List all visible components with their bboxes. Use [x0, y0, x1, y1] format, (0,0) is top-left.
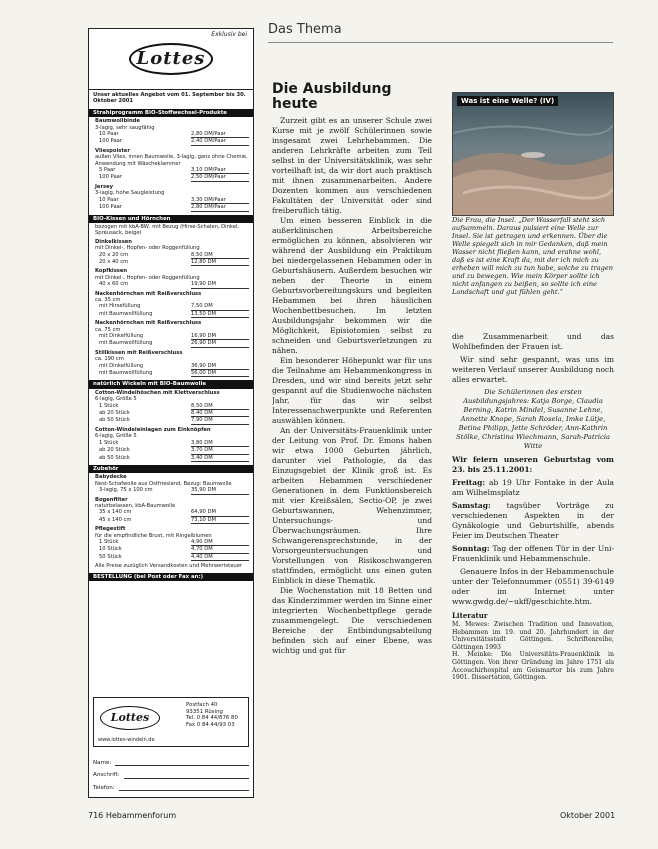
quantity-label: ab 20 Stück [99, 410, 130, 417]
product-desc: ca. 35 cm [95, 296, 121, 303]
paragraph: die Zusammenarbeit und das Wohlbefinden der Frauen ist. [452, 332, 614, 351]
quantity-label: 100 Paar [99, 204, 122, 211]
price-row [95, 131, 249, 138]
products-group-1 [89, 117, 253, 212]
price-value: 8,40 DM [191, 410, 249, 417]
product-desc: mit Dinkel-, Hopfen- oder Roggenfüllung [95, 274, 200, 281]
price-value: 56,00 DM [191, 370, 249, 377]
price-value: 19,90 DM [191, 281, 249, 288]
product-item [89, 267, 253, 289]
quantity-label: 35 x 140 cm [99, 509, 132, 516]
paragraph: Um einen besseren Einblick in die außerklinischen Arbeitsbereiche ermöglichen zu können, absolvieren wir während der Ausbildung ein Praktikum bei niedergelassenen Hebammen oder in Geburtshäusern. Außerdem besuchen wir neben der Theorie in einem Geburtsvorbereitungskurs und begleiten Hebammen bei ihren häuslichen Wochenbettbesuchen. Im letzten Ausbildungsjahr bekommen wir die Möglichkeit, Episiotomien selbst zu schneiden und Geburtsverletzungen zu nähen. [272, 216, 432, 355]
exklusiv-label: Exklusiv bei [211, 31, 247, 38]
price-row [95, 447, 249, 454]
price-value: 73,10 DM [191, 517, 249, 524]
price-value: 3,80 DM [191, 440, 249, 447]
product-item [89, 147, 253, 183]
quantity-label: 10 Paar [99, 196, 119, 203]
category-note: bezogen mit kbA-BW, mit Bezug (Hirse-Schalen, Dinkel, Spreusack, beige) [95, 223, 239, 237]
footer-page-journal: 716 Hebammenforum [88, 811, 177, 820]
price-row [95, 455, 249, 462]
price-value: 2,40 DM/Paar [191, 138, 249, 145]
image-title: Was ist eine Welle? (IV) [457, 96, 558, 106]
phone-field[interactable] [119, 785, 249, 791]
name-field[interactable] [115, 760, 249, 766]
product-desc: naturbelassen, kbA-Baumwolle [95, 502, 176, 509]
price-row [95, 303, 249, 310]
price-value: 64,90 DM [191, 509, 249, 516]
quantity-label: mit Hirsefüllung [99, 303, 141, 310]
product-item [89, 117, 253, 147]
product-desc: ca. 75 cm [95, 326, 121, 333]
quantity-label: ab 20 Stück [99, 447, 130, 454]
quantity-label: 45 x 140 cm [99, 516, 132, 523]
product-desc: ca. 190 cm [95, 356, 124, 363]
address-line: Tel. 0 84 44/876 80 [186, 715, 238, 722]
price-value: 13,50 DM [191, 311, 249, 318]
literature-item: H. Meinke: Die Universitäts-Frauenklinik in Göttingen. Von ihrer Gründung im Jahre 1751 als Accouchirhospital am Geismartor bis zum Jahre 1901. Dissertation, Göttingen. [452, 651, 614, 682]
price-row [95, 539, 249, 546]
ad-header [89, 29, 253, 90]
address-label: Anschrift: [93, 772, 120, 779]
price-value: 4,40 DM [191, 554, 249, 561]
quantity-label: 10 Stück [99, 546, 122, 553]
product-desc: Nest-Schafwolle aus Ostfriesland, Bezug: Baumwolle [95, 480, 232, 487]
price-value: 2,80 DM/Paar [191, 131, 249, 138]
article-column-2 [452, 332, 614, 682]
product-item [89, 349, 253, 379]
price-value: 2,50 DM/Paar [191, 174, 249, 181]
price-row [95, 410, 249, 417]
price-value: 3,30 DM/Paar [191, 197, 249, 204]
paragraph: Wir sind sehr gespannt, was uns im weiteren Verlauf unserer Ausbildung noch alles erwartet. [452, 355, 614, 384]
product-name: Cotton-Windeleinlagen zum Einknöpfen [95, 426, 211, 433]
price-row [95, 487, 249, 494]
paragraph: Die Wochenstation mit 18 Betten und das Kinderzimmer werden im Sinne einer integrierten Wochenbettpflege gerade zusammengelegt. Die verschiedenen Bereiche der Entbindungsabteilung befinden sich auf einer Ebene, was wichtig und gut für [272, 586, 432, 655]
price-row [95, 252, 249, 259]
literature-heading: Literatur [452, 611, 488, 620]
image-caption: Die Frau, die Insel. „Der Wasserfall steht sich aufsammeln. Daraus pulsiert eine Welle zur Insel. Sie ist getragen und erkennen. Über die Welle spiegelt sich in mir Gedanken, daß mein Wasser nicht fließen kann, und erahne wohl, daß es ist eine Kraft da, mit der ich mich zu erheben will mich zu tun habe, solche zu tragen und zu bewegen. Wie mein Körper sollte ich nicht anfangen zu beißen, so sollte ich eine Landschaft und gut fühlen geht.“ [452, 216, 613, 296]
price-row [95, 417, 249, 424]
product-item [89, 426, 253, 463]
quantity-label: 1 Stück [99, 439, 119, 446]
paragraph: Ein besonderer Höhepunkt war für uns die Teilnahme am Hebammenkongress in Dresden, und wir sind bereits jetzt sehr gespannt auf die Studienwoche nächsten Jahr, für das wir selbst Interessenschwerpunkte und Referenten auswählen können. [272, 356, 432, 425]
products-group-4 [89, 473, 253, 562]
product-name: Kopfkissen [95, 268, 128, 275]
product-name: Nackenhörnchen mit Reißverschluss [95, 320, 202, 327]
lottes-logo-small: Lottes [100, 706, 160, 730]
article-headline: Die Ausbildung heute [272, 81, 392, 112]
quantity-label: mit Baumwollfüllung [99, 340, 153, 347]
order-address-box [93, 697, 249, 747]
price-value: 35,90 DM [191, 487, 249, 494]
category-bar-2: BIO-Kissen und Hörnchen [89, 215, 253, 223]
sunday-label: Sonntag: [452, 544, 490, 553]
event-friday [452, 478, 614, 498]
quantity-label: mit Dinkelfüllung [99, 333, 144, 339]
price-row [95, 363, 249, 370]
quantity-label: 10 Paar [99, 131, 119, 138]
order-fields [93, 754, 249, 791]
section-title: Das Thema [268, 22, 342, 37]
price-row [95, 259, 249, 266]
quantity-label: ab 50 Stück [99, 417, 130, 424]
address-line: 93351 Rüsing [186, 708, 223, 715]
order-address [186, 702, 238, 728]
price-footnote: Alle Preise zuzüglich Versandkosten und Mehrwertsteuer [95, 563, 243, 570]
price-value: 8,50 DM [191, 252, 249, 259]
category-bar-1: Strahlprogramm BIO-Stoffwechsel-Produkte [89, 109, 253, 117]
price-row [95, 440, 249, 447]
paragraph: Zurzeit gibt es an unserer Schule zwei Kurse mit je zwölf Schülerinnen sowie insgesamt zwei Lehrhebammen. Die anderen Lehrkräfte arbeiten zum Teil selbst in der Universitätsklinik, was sehr vorteilhaft ist, da wir dort auch praktisch mit ihnen zusammenarbeiten. Andere Dozenten kommen aus verschiedenen Fakultäten der Universität oder sind freiberuflich tätig. [272, 116, 432, 215]
price-row [95, 167, 249, 174]
offer-intro: Unser aktuelles Angebot vom 01. September bis 30. Oktober 2001 [93, 92, 246, 105]
price-value: 36,90 DM [191, 363, 249, 370]
address-line: Postfach 40 [186, 702, 218, 708]
price-row [95, 138, 249, 145]
price-row [95, 340, 249, 347]
price-row [95, 546, 249, 553]
price-row [95, 311, 249, 318]
product-name: Vliespolster [95, 147, 130, 154]
product-desc: 6-lagig, Größe 5 [95, 396, 137, 403]
price-row [95, 197, 249, 204]
product-desc: 6-lagig, Größe 5 [95, 433, 137, 440]
product-item [89, 290, 253, 320]
price-value: 3,70 DM [191, 447, 249, 454]
product-item [89, 496, 253, 526]
student-credits: Die Schülerinnen des ersten Ausbildungsjahres: Katja Borge, Claudia Berning, Katrin Mindel, Susanne Lehne, Annette Knope, Sarah Rosela, Imke Lütje, Betina Philipp, Jette Schröder, Ann-Kathrin Stölke, Christina Wiechmann, Sarah-Patricia Witte [455, 388, 611, 450]
price-value: 3,40 DM [191, 455, 249, 462]
product-desc: außen Vlies, innen Baumwolle, 3-lagig, ganz ohne Chemie, Anwendung mit Wäscheklammer [95, 154, 248, 167]
quantity-label: 100 Paar [99, 138, 122, 145]
price-row [95, 403, 249, 410]
category-bar-4: Zubehör [89, 465, 253, 473]
quantity-label: ab 50 Stück [99, 454, 130, 461]
price-row [95, 509, 249, 516]
quantity-label: 50 Stück [99, 553, 122, 560]
price-row [95, 281, 249, 288]
paragraph: An der Universitäts-Frauenklinik unter der Leitung von Prof. Dr. Emons haben wir etwa 1000 Geburten jährlich, darunter viel Pathologie, da das Einzugsgebiet der Klinik groß ist. Es arbeiten Hebammen verschiedener Generationen in dem Funktionsbereich mit vier Kreißsälen, Sectio-OP, je zwei Geburtswannen, Wehenzimmer, Untersuchungs- und Überwachungsräumen. Ihre Schwangerensprechstunde, in der Vorsorgeuntersuchungen und Vorstellungen von Risikoschwangeren stattfinden, ermöglicht uns einen guten Einblick in diese Thematik. [272, 426, 432, 585]
order-bar: BESTELLUNG (bei Post oder Fax an:) [89, 573, 253, 581]
quantity-label: 20 x 20 cm [99, 251, 129, 258]
product-name: Stillkissen mit Reißverschluss [95, 349, 183, 356]
quantity-label: mit Baumwollfüllung [99, 310, 153, 317]
lottes-logo: Lottes [129, 43, 213, 75]
more-info: Genauere Infos in der Hebammenschule unter der Telefonnummer (0551) 39-6149 oder im Internet unter www.gwdg.de/~ukff/geschichte.htm. [452, 567, 614, 606]
price-row [95, 517, 249, 524]
price-value: 4,70 DM [191, 546, 249, 553]
saturday-text: tagsüber Vorträge zu verschiedenen Aspekten in der Gynäkologie und Geburtshilfe, abends Feier im Deutschen Theater [452, 501, 614, 540]
name-label: Name: [93, 759, 112, 766]
product-item [89, 525, 253, 562]
price-value: 2,80 DM/Paar [191, 204, 249, 211]
painting-illustration [453, 93, 613, 215]
product-desc: 3-lagig, hohe Saugleistung [95, 190, 165, 197]
category-bar-3: natürlich Wickeln mit BIO-Baumwolle [89, 380, 253, 388]
price-value: 4,90 DM [191, 539, 249, 546]
quantity-label: 1 Stück [99, 402, 119, 409]
literature-item: M. Mewes: Zwischen Tradition und Innovation, Hebammen im 19. und 20. Jahrhundert in der Universitätsstadt Göttingen. Schriftenreihe, Göttingen 1993 [452, 621, 614, 651]
product-item [89, 238, 253, 268]
product-item [89, 183, 253, 213]
product-desc: für die empfindliche Brust, mit Ringelblumen [95, 532, 212, 539]
price-value: 7,90 DM [191, 417, 249, 424]
footer-date: Oktober 2001 [560, 811, 616, 820]
product-item [89, 319, 253, 349]
quantity-label: 5 Paar [99, 167, 116, 174]
product-name: Cotton-Windelhöschen mit Klettverschluss [95, 389, 220, 396]
product-name: Jersey [95, 183, 113, 190]
product-desc: mit Dinkel-, Hopfen- oder Roggenfüllung [95, 245, 200, 252]
website: www.lottes-windeln.de [98, 736, 155, 743]
products-group-2 [89, 238, 253, 379]
friday-text: ab 19 Uhr Fontake in der Aula am Wilhelmsplatz [452, 478, 614, 497]
products-group-3 [89, 389, 253, 463]
quantity-label: mit Baumwollfüllung [99, 370, 153, 377]
quantity-label: mit Dinkelfüllung [99, 362, 144, 369]
address-field[interactable] [124, 772, 249, 778]
sunday-text: Tag der offenen Tür in der Uni-Frauenklinik und Hebammenschule. [452, 544, 614, 563]
price-value: 16,90 DM [191, 333, 249, 340]
quantity-label: 40 x 60 cm [99, 281, 129, 288]
article-column-1 [272, 116, 432, 806]
order-form-ad [88, 28, 254, 798]
saturday-label: Samstag: [452, 501, 491, 510]
product-name: Pflegestift [95, 526, 126, 533]
product-desc: 3-lagig, sehr saugfähig [95, 124, 155, 131]
product-name: Nackenhörnchen mit Reißverschluss [95, 290, 202, 297]
phone-label: Telefon: [93, 784, 115, 791]
birthday-invite: Wir feiern unseren Geburtstag vom 23. bis 25.11.2001: [452, 455, 614, 474]
price-value: 7,50 DM [191, 303, 249, 310]
price-value: 12,80 DM [191, 259, 249, 266]
price-row [95, 333, 249, 340]
price-value: 26,90 DM [191, 340, 249, 347]
product-name: Dinkelkissen [95, 238, 132, 245]
price-value: 3,10 DM/Paar [191, 167, 249, 174]
product-item [89, 389, 253, 426]
friday-label: Freitag: [452, 478, 486, 487]
product-name: Bogenfilter [95, 496, 128, 503]
address-line: Fax 0 84 44/93 03 [186, 721, 235, 728]
quantity-label: 100 Paar [99, 174, 122, 181]
event-sunday [452, 544, 614, 564]
product-item [89, 473, 253, 495]
product-name: Baumwollbinde [95, 118, 140, 125]
product-name: Babydecke [95, 474, 127, 481]
quantity-label: 1 Stück [99, 538, 119, 545]
price-row [95, 370, 249, 377]
quantity-label: 3-lagig, 75 x 100 cm [99, 487, 153, 494]
section-divider [268, 42, 613, 43]
price-row [95, 174, 249, 181]
price-value: 8,50 DM [191, 403, 249, 410]
price-row [95, 204, 249, 211]
literature-list [452, 621, 614, 682]
quantity-label: 20 x 40 cm [99, 258, 129, 265]
painting-image [452, 92, 614, 216]
event-saturday [452, 501, 614, 541]
price-row [95, 554, 249, 561]
